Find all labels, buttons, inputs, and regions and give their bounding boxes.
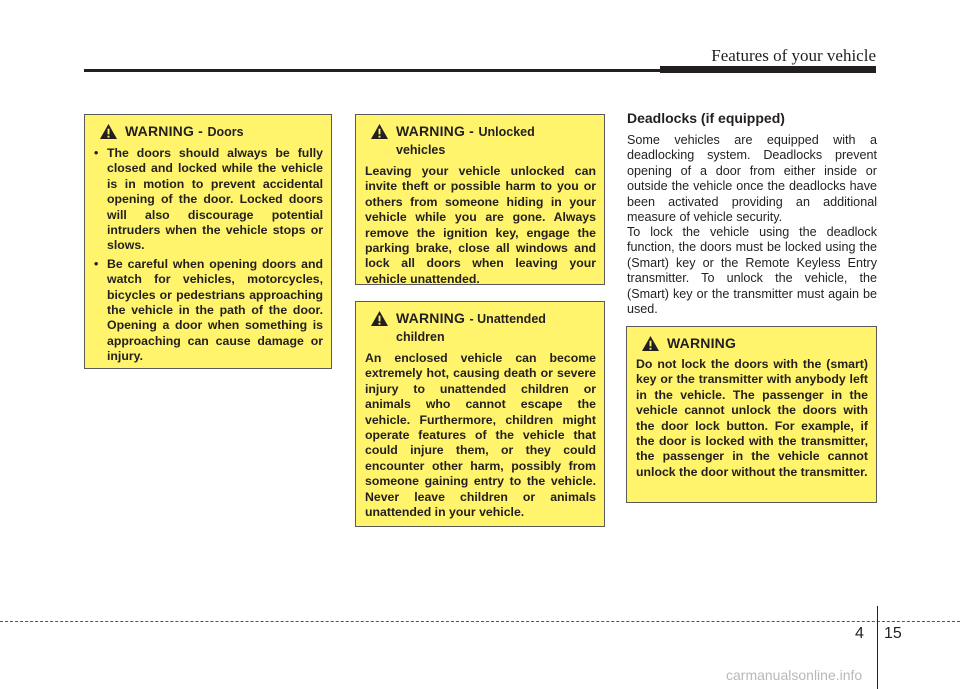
warning-text: Do not lock the doors with the (smart) key or the transmitter with anybody left in the vehicle. The passenger in the vehicle cannot unlock the doors with the door lock button. For example, if the door is locked with the transmitter, the passenger in the vehicle cannot unlock the door without the transmitter. xyxy=(636,357,868,479)
deadlocks-paragraph-1: Some vehicles are equipped with a deadlocking system. Deadlocks prevent opening of a door from either inside or outside the vehicle once the deadlocks have been activated providing an additional measure of vehicle security. xyxy=(627,133,877,225)
warning-bullet-list xyxy=(94,146,323,365)
warning-box-unattended-children xyxy=(355,301,605,527)
warning-triangle-icon xyxy=(370,123,389,140)
warning-heading xyxy=(94,123,323,141)
warning-bullet: • The doors should always be fully closed and locked while the vehicle is in motion to prevent accidental opening of the door. Locked doors will also discourage potential intruders when the vehicle stops or slows. xyxy=(94,146,323,254)
warning-bullet: • Be careful when opening doors and watch for vehicles, motorcycles, bicycles or pedestrians approaching the vehicle in the path of the door. Opening a door when something is approaching can cause damage or injury. xyxy=(94,257,323,365)
footer-rule xyxy=(0,621,960,622)
warning-word: WARNING xyxy=(667,335,737,351)
section-title-deadlocks: Deadlocks (if equipped) xyxy=(627,110,785,126)
deadlocks-paragraph-2: To lock the vehicle using the deadlock function, the doors must be locked using the (Smart) key or the Remote Keyless Entry transmitter. To unlock the vehicle, the (Smart) key or the transmitter must again be used. xyxy=(627,225,877,317)
warning-heading xyxy=(365,123,596,159)
page-number: 15 xyxy=(884,625,902,642)
warning-subject: - Unattended children xyxy=(396,312,546,344)
chapter-number: 4 xyxy=(855,625,864,642)
warning-box-unlocked-vehicles xyxy=(355,114,605,285)
header-rule-thick xyxy=(660,66,876,73)
warning-text: An enclosed vehicle can become extremely hot, causing death or severe injury to unattended children or animals who cannot escape the vehicle. Furthermore, children might operate features of the vehicle that could injure them, or they could encounter other harm, possibly from someone gaining entry to the vehicle. Never leave children or animals unattended in your vehicle. xyxy=(365,351,596,520)
warning-text: Leaving your vehicle unlocked can invite theft or possible harm to you or others from someone hiding in your vehicle while you are gone. Always remove the ignition key, engage the parking brake, close all windows and lock all doors when leaving your vehicle unattended. xyxy=(365,164,596,286)
warning-subject: Doors xyxy=(207,125,244,139)
warning-box-doors xyxy=(84,114,332,369)
warning-triangle-icon xyxy=(641,335,660,352)
warning-box-deadlock xyxy=(626,326,877,503)
header-rule xyxy=(84,69,660,72)
warning-triangle-icon xyxy=(370,310,389,327)
warning-word: WARNING xyxy=(396,310,466,326)
page-header-title: Features of your vehicle xyxy=(711,46,876,65)
warning-subject: Unlocked vehicles xyxy=(396,125,535,157)
warning-triangle-icon xyxy=(99,123,118,140)
warning-heading xyxy=(365,310,596,346)
page-number-separator xyxy=(877,606,878,689)
warning-heading xyxy=(636,335,868,352)
warning-word: WARNING - xyxy=(125,123,204,139)
warning-word: WARNING - xyxy=(396,123,475,139)
watermark: carmanualsonline.info xyxy=(726,667,863,683)
